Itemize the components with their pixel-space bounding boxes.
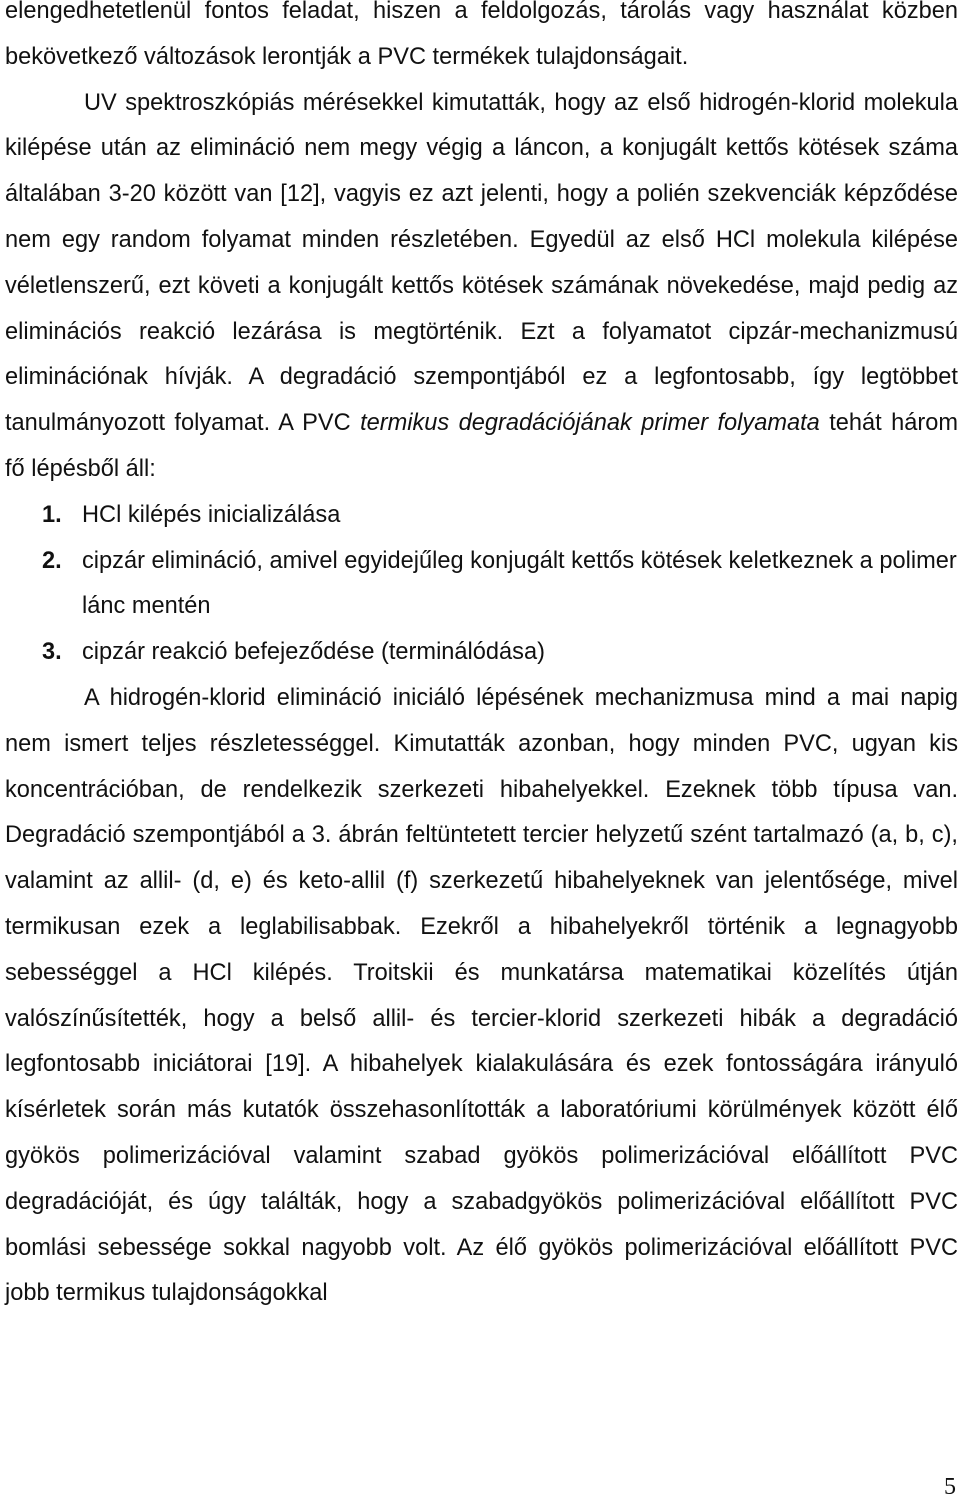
paragraph-defect-sites: A hidrogén-klorid elimináció iniciáló lépésének mechanizmusa mind a mai napig nem ismert teljes részletességgel. Kimutatták azonban, hogy minden PVC, ugyan kis koncentrációban, de rendelkezik szerkezeti hibahelyekkel. Ezeknek több típusa van. Degradáció szempontjából a 3. ábrán feltüntetett tercier helyzetű szént tartalmazó (a, b, c), valamint az allil- (d, e) és keto-allil (f) szerkezetű hibahelyeknek van jelentősége, mivel termikusan ezek a leglabilisabbak. Ezekről a hibahelyekről történik a legnagyobb sebességgel a HCl kilépés. Troitskii és munkatársa matematikai közelítés útján valószínűsítették, hogy a belső allil- és tercier-klorid szerkezeti hibák a degradáció legfontosabb iniciátorai [19]. A hibahelyek kialakulására és ezek fontosságára irányuló kísérletek során más kutatók összehasonlították a laboratóriumi körülmények között élő gyökös polimerizációval valamint szabad gyökös polimerizációval előállított PVC degradációját, és úgy találták, hogy a szabadgyökös polimerizációval előállított PVC bomlási sebessége sokkal nagyobb volt. Az élő gyökös polimerizációval előállított PVC jobb termikus tulajdonságokkal xyxy=(5,684,958,1307)
list-item-text: HCl kilépés inicializálása xyxy=(82,501,341,528)
list-item-number: 2. xyxy=(42,547,62,574)
list-item xyxy=(5,539,958,631)
list-item xyxy=(5,630,958,676)
page-number: 5 xyxy=(944,1474,956,1500)
paragraph-uv-spectroscopy xyxy=(5,81,958,493)
list-item-number: 1. xyxy=(42,501,62,528)
paragraph-text-end: tehát három fő lépésből áll: xyxy=(5,410,958,482)
paragraph-intro: elengedhetetlenül fontos feladat, hiszen a feldolgozás, tárolás vagy használat közben bekövetkező változások lerontják a PVC termékek tulajdonságait. xyxy=(5,0,958,70)
list-item xyxy=(5,493,958,539)
paragraph-text: UV spektroszkópiás mérésekkel kimutatták, hogy az első hidrogén-klorid molekula kilépése után az elimináció nem megy végig a láncon, a konjugált kettős kötések száma általában 3-20 között van [12], vagyis ez azt jelenti, hogy a polién szekvenciák képződése nem egy random folyamat minden részletében. Egyedül az első HCl molekula kilépése véletlenszerű, ezt követi a konjugált kettős kötések számának növekedése, majd pedig az eliminációs reakció lezárása is megtörténik. Ezt a folyamatot cipzár-mechanizmusú eliminációnak hívják. A degradáció szempontjából ez a legfontosabb, így legtöbbet tanulmányozott folyamat. A PVC xyxy=(5,89,958,437)
italic-emphasis: termikus degradációjának primer folyamata xyxy=(360,410,820,437)
list-item-number: 3. xyxy=(42,639,62,666)
document-page xyxy=(5,0,958,1317)
degradation-steps-list xyxy=(5,493,958,676)
list-item-text: cipzár elimináció, amivel egyidejűleg konjugált kettős kötések keletkeznek a polimer lánc mentén xyxy=(82,547,957,620)
list-item-text: cipzár reakció befejeződése (terminálódása) xyxy=(82,639,545,666)
